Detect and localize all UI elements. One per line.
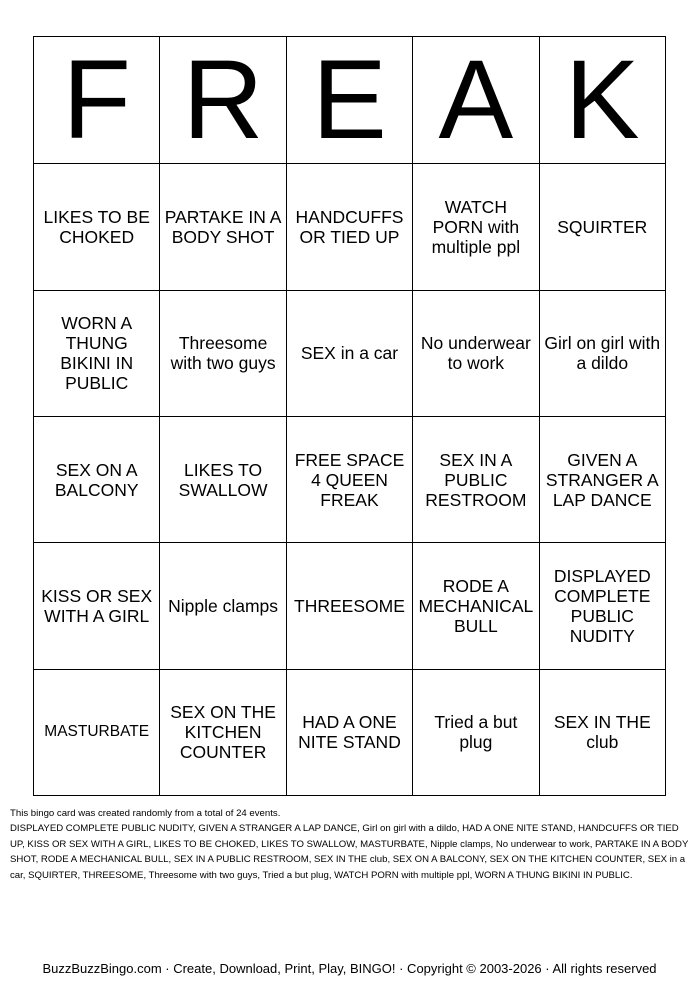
- bingo-cell: WORN A THUNG BIKINI IN PUBLIC: [34, 290, 160, 416]
- bingo-cell: THREESOME: [286, 543, 412, 669]
- bingo-row: [34, 290, 666, 416]
- header-letter: R: [160, 37, 286, 164]
- header-row: [34, 37, 666, 164]
- bingo-cell: SEX ON THE KITCHEN COUNTER: [160, 669, 286, 795]
- bingo-cell: Tried a but plug: [413, 669, 539, 795]
- bingo-cell: KISS OR SEX WITH A GIRL: [34, 543, 160, 669]
- footer-copyright: BuzzBuzzBingo.com · Create, Download, Print, Play, BINGO! · Copyright © 2003-2026 · All rights reserved: [42, 961, 657, 976]
- free-space-cell: FREE SPACE 4 QUEEN FREAK: [286, 416, 412, 542]
- bingo-cell: No underwear to work: [413, 290, 539, 416]
- bingo-cell: HANDCUFFS OR TIED UP: [286, 164, 412, 290]
- note-intro: This bingo card was created randomly from a total of 24 events.: [10, 808, 281, 819]
- header-letter: A: [413, 37, 539, 164]
- bingo-card: [33, 36, 666, 796]
- bingo-cell: HAD A ONE NITE STAND: [286, 669, 412, 795]
- bingo-cell: SEX ON A BALCONY: [34, 416, 160, 542]
- bingo-cell: DISPLAYED COMPLETE PUBLIC NUDITY: [539, 543, 665, 669]
- bingo-row: [34, 543, 666, 669]
- note-events: DISPLAYED COMPLETE PUBLIC NUDITY, GIVEN A STRANGER A LAP DANCE, Girl on girl with a dildo, HAD A ONE NITE STAND, HANDCUFFS OR TIED UP, KISS OR SEX WITH A GIRL, LIKES TO BE CHOKED, LIKES TO SWALLOW, MASTURBATE, Nipple clamps, No underwear to work, PARTAKE IN A BODY SHOT, RODE A MECHANICAL BULL, SEX IN A PUBLIC RESTROOM, SEX IN THE club, SEX ON A BALCONY, SEX ON THE KITCHEN COUNTER, SEX in a car, SQUIRTER, THREESOME, Threesome with two guys, Tried a but plug, WATCH PORN with multiple ppl, WORN A THUNG BIKINI IN PUBLIC.: [10, 823, 689, 881]
- bingo-cell: MASTURBATE: [34, 669, 160, 795]
- bingo-cell: Nipple clamps: [160, 543, 286, 669]
- bingo-cell: LIKES TO BE CHOKED: [34, 164, 160, 290]
- bingo-row: [34, 164, 666, 290]
- bingo-row: [34, 669, 666, 795]
- bingo-cell: SEX IN THE club: [539, 669, 665, 795]
- bingo-cell: SQUIRTER: [539, 164, 665, 290]
- event-list-note: [10, 806, 690, 883]
- header-letter: F: [34, 37, 160, 164]
- bingo-cell: WATCH PORN with multiple ppl: [413, 164, 539, 290]
- header-letter: E: [286, 37, 412, 164]
- bingo-cell: SEX in a car: [286, 290, 412, 416]
- bingo-cell: PARTAKE IN A BODY SHOT: [160, 164, 286, 290]
- bingo-cell: SEX IN A PUBLIC RESTROOM: [413, 416, 539, 542]
- bingo-cell: Girl on girl with a dildo: [539, 290, 665, 416]
- bingo-cell: RODE A MECHANICAL BULL: [413, 543, 539, 669]
- header-letter: K: [539, 37, 665, 164]
- bingo-cell: Threesome with two guys: [160, 290, 286, 416]
- bingo-row: [34, 416, 666, 542]
- bingo-cell: LIKES TO SWALLOW: [160, 416, 286, 542]
- bingo-cell: GIVEN A STRANGER A LAP DANCE: [539, 416, 665, 542]
